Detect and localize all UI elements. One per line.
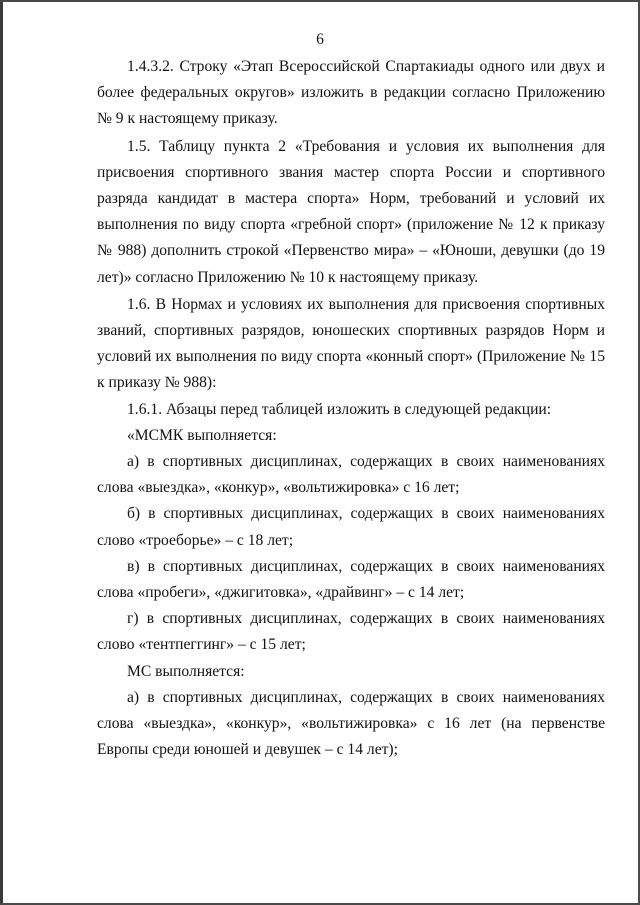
paragraph-msmk-b: б) в спортивных дисциплинах, содержащих в своих наименованиях слово «троеборье» – с 18 лет; bbox=[97, 505, 605, 549]
page-number: 6 bbox=[316, 31, 324, 48]
paragraph-1-4-3-2: 1.4.3.2. Строку «Этап Всероссийской Спартакиады одного или двух и более федеральных округов» изложить в редакции согласно Приложению № 9 к настоящему приказу. bbox=[97, 58, 605, 128]
scan-border-top bbox=[0, 0, 640, 2]
paragraph-msmk-heading: «МСМК выполняется: bbox=[127, 426, 277, 444]
paragraph-msmk-v: в) в спортивных дисциплинах, содержащих в своих наименованиях слова «пробеги», «джигитовка», «драйвинг» – с 14 лет; bbox=[97, 557, 605, 602]
paragraph-1-6-1: 1.6.1. Абзацы перед таблицей изложить в следующей редакции: bbox=[127, 400, 552, 418]
paragraph-msmk-g: г) в спортивных дисциплинах, содержащих в своих наименованиях слово «тентпеггинг» – с 15 лет; bbox=[97, 610, 605, 654]
document-body bbox=[97, 54, 605, 763]
scan-border-left bbox=[0, 0, 3, 905]
paragraph-ms-a: а) в спортивных дисциплинах, содержащих в своих наименованиях слова «выездка», «конкур», «вольтижировка» с 16 лет (на первенстве Европы среди юношей и девушек – с 14 лет); bbox=[97, 688, 605, 759]
paragraph-ms-heading: МС выполняется: bbox=[127, 662, 245, 680]
paragraph-1-5: 1.5. Таблицу пункта 2 «Требования и условия их выполнения для присвоения спортивного звания мастер спорта России и спортивного разряда кандидат в мастера спорта» Норм, требований и условий их выполнения по виду спорта «гребной спорт» (приложение № 12 к приказу № 988) дополнить строкой «Первенство мира» – «Юноши, девушки (до 19 лет)» согласно Приложению № 10 к настоящему приказу. bbox=[97, 137, 605, 286]
paragraph-1-6: 1.6. В Нормах и условиях их выполнения для присвоения спортивных званий, спортивных разрядов, юношеских спортивных разрядов Норм и условий их выполнения по виду спорта «конный спорт» (Приложение № 15 к приказу № 988): bbox=[97, 295, 605, 392]
paragraph-msmk-a: а) в спортивных дисциплинах, содержащих в своих наименованиях слова «выездка», «конкур», «вольтижировка» с 16 лет; bbox=[97, 453, 605, 497]
